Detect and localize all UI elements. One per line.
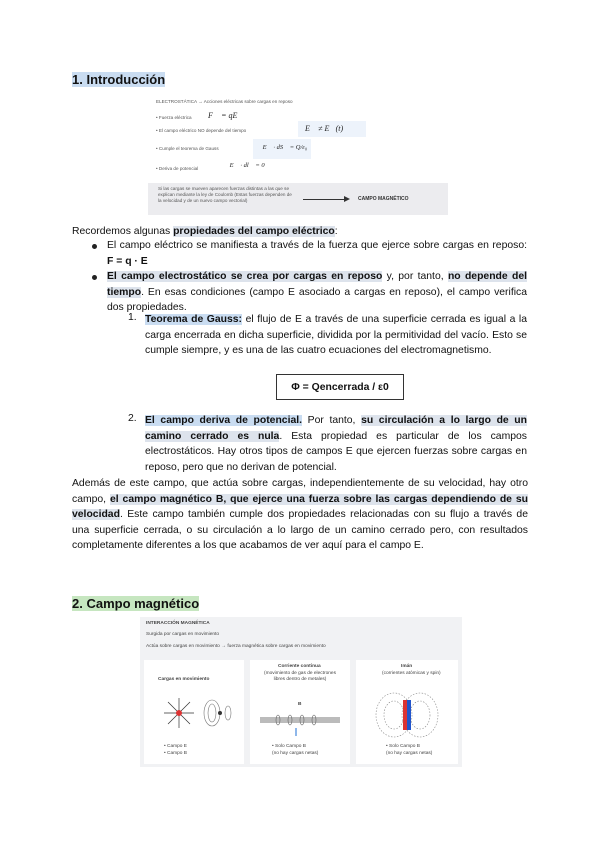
figure-row-formula: E⃗ ≠ E⃗(t) <box>305 124 344 133</box>
panel-caption: • Campo B <box>164 751 188 756</box>
bullet-item: El campo electrostático se crea por cargas en reposo y, por tanto, no depende del tiempo. En esas condiciones (campo E asociado a cargas en reposo), el campo verifica dos propiedades. <box>107 271 527 313</box>
panel-caption: • Campo E <box>164 744 188 749</box>
panel-caption: (no hay cargas netas) <box>386 751 433 756</box>
figure-line: Actúa sobre cargas en movimiento → fuerza magnética sobre cargas en movimiento <box>146 644 326 649</box>
figure-header: ELECTROSTÁTICA → Acciones eléctricas sobre cargas en reposo <box>156 99 293 104</box>
moving-charge-icon <box>144 686 244 746</box>
item-number: 1. <box>128 312 137 323</box>
panel-magnet <box>356 660 458 764</box>
item-number: 2. <box>128 413 137 424</box>
arrow-right-icon <box>303 199 347 200</box>
figure-note-box <box>148 183 448 215</box>
figure-row-formula: ∯ E⃗ · dS⃗ = Q/ε₀ <box>256 144 308 151</box>
panel-caption: • Solo Campo B <box>386 744 420 749</box>
panel-subtitle: (movimiento de gas de electrones libres dentro de metales) <box>264 671 336 682</box>
panel-direct-current <box>250 660 350 764</box>
panel-title: Corriente continua <box>278 664 321 669</box>
numbered-item: Teorema de Gauss: el flujo de E a través de una superficie cerrada es igual a la carga encerrada en dicha superficie, dividida por la permitividad del vacío. Esto se cumple siempre, y es una de las cuatro ecuaciones del electromagnetismo. <box>145 314 528 356</box>
panel-caption: (no hay cargas netas) <box>272 751 319 756</box>
numbered-item: El campo deriva de potencial. Por tanto, su circulación a lo largo de un camino cerrado es nula. Esta propiedad es particular de los campos electrostáticos. Hay otros tipos de campos E que ejercen fuerzas sobre cargas en reposo, pero que no derivan de potencial. <box>145 415 528 473</box>
figure-row-label: • El campo eléctrico NO depende del tiempo <box>156 128 247 133</box>
body-paragraph: Además de este campo, que actúa sobre cargas, independientemente de su velocidad, hay otro campo, el campo magnético B, que ejerce una fuerza sobre las cargas dependiendo de su velocidad. Este campo también cumple dos propiedades relacionadas con su flujo a través de una superficie cerrada, o su circulación a lo largo de un camino cerrado pero, con resultados completamente diferentes a los que acabamos de ver aquí para el campo E. <box>72 478 528 551</box>
bullet-item: El campo eléctrico se manifiesta a través de la fuerza que ejerce sobre cargas en reposo: F = q · E <box>107 240 527 267</box>
bullet-icon <box>92 275 97 280</box>
electrostatics-figure <box>148 93 448 215</box>
figure-row-label: • Fuerza eléctrica <box>156 115 192 120</box>
figure-title: INTERACCIÓN MAGNÉTICA <box>146 621 210 626</box>
wire-current-icon <box>250 708 350 738</box>
figure-row-label: • Cumple el teorema de Gauss <box>156 146 219 151</box>
figure-row-label: • Deriva de potencial <box>156 166 199 171</box>
figure-row-formula: ∮ E⃗ · dl⃗ = 0 <box>223 162 265 169</box>
panel-title: Cargas en movimiento <box>158 677 210 682</box>
intro-line: Recordemos algunas propiedades del campo eléctrico: <box>72 226 338 237</box>
formula-box: Φ = Qencerrada / ε0 <box>276 374 404 400</box>
magnet-icon <box>356 682 458 744</box>
figure-arrow-label: CAMPO MAGNÉTICO <box>358 196 409 202</box>
figure-line: Surgida por cargas en movimiento <box>146 632 220 637</box>
figure-row-formula: F⃗ = qE⃗ <box>208 111 244 120</box>
panel-moving-charges <box>144 660 244 764</box>
bullet-icon <box>92 244 97 249</box>
section-1-heading: 1. Introducción <box>72 72 166 87</box>
panel-subtitle: (corrientes atómicas y spin) <box>382 671 441 676</box>
magnetic-interaction-figure <box>140 617 462 767</box>
figure-note: Si las cargas se mueven aparecen fuerzas distintas a las que se explican mediante la ley de Coulomb (Estas fuerzas dependen de la velocidad y de un nuevo campo vectorial) <box>158 186 292 203</box>
panel-title: Imán <box>401 664 413 669</box>
section-2-heading: 2. Campo magnético <box>72 596 200 611</box>
field-label: B <box>298 702 302 707</box>
panel-caption: • Solo Campo B <box>272 744 306 749</box>
